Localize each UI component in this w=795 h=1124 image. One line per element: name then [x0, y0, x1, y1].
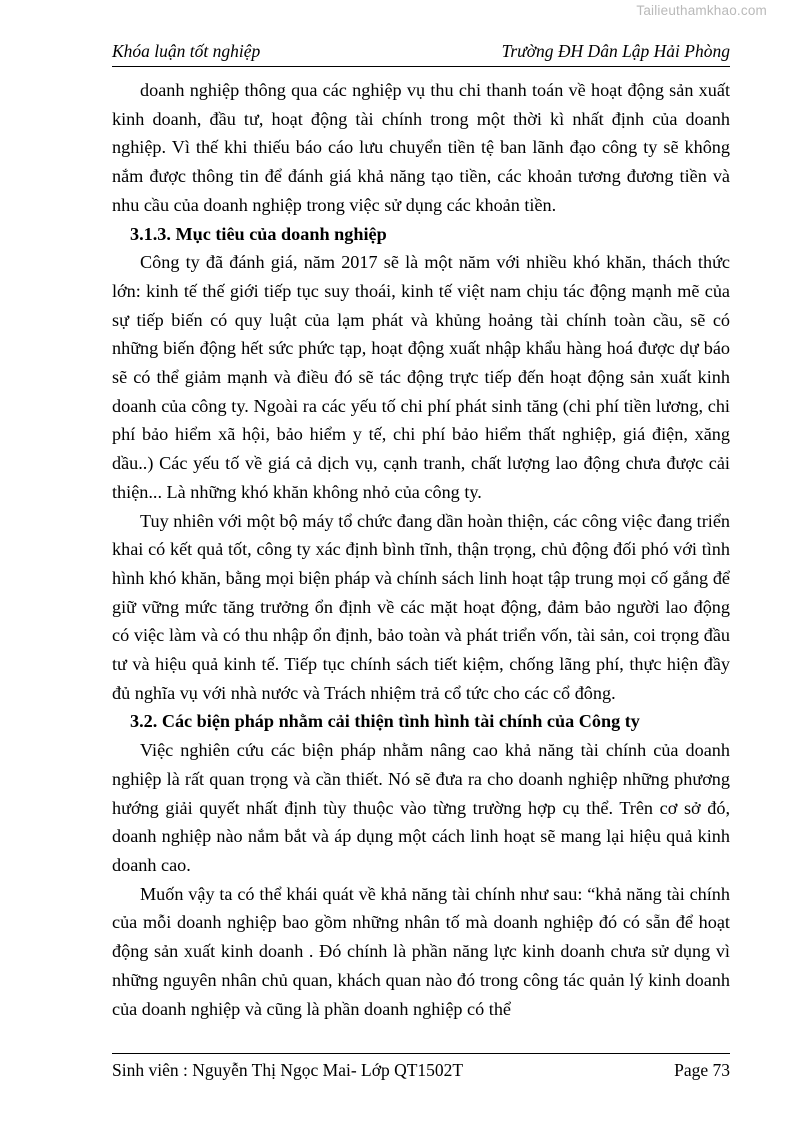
site-watermark: Tailieuthamkhao.com [636, 3, 767, 18]
page-header [112, 40, 730, 62]
footer-student-info: Sinh viên : Nguyễn Thị Ngọc Mai- Lớp QT1502T [112, 1060, 464, 1080]
footer-divider [112, 1053, 730, 1054]
document-body [112, 76, 730, 1023]
page-footer [112, 1058, 730, 1082]
header-left-title: Khóa luận tốt nghiệp [112, 41, 261, 61]
paragraph-2: Công ty đã đánh giá, năm 2017 sẽ là một năm với nhiều khó khăn, thách thức lớn: kinh tế thế giới tiếp tục suy thoái, kinh tế việt nam chịu tác động mạnh mẽ của sự tiếp biến có quy luật của lạm phát và khủng hoảng tài chính toàn cầu, sẽ có những biến động hết sức phức tạp, hoạt động xuất nhập khẩu hàng hoá được dự báo sẽ có thể giảm mạnh và điều đó sẽ tác động trực tiếp đến hoạt động sản xuất kinh doanh của công ty. Ngoài ra các yếu tố chi phí phát sinh tăng (chi phí tiền lương, chi phí bảo hiểm xã hội, bảo hiểm y tế, chi phí bảo hiểm thất nghiệp, giá điện, xăng dầu..) Các yếu tố về giá cả dịch vụ, cạnh tranh, chất lượng lao động chưa được cải thiện... Là những khó khăn không nhỏ của công ty. [112, 252, 730, 502]
heading-3-1-3: 3.1.3. Mục tiêu của doanh nghiệp [130, 223, 387, 244]
heading-3-2: 3.2. Các biện pháp nhằm cải thiện tình hình tài chính của Công ty [130, 711, 640, 732]
paragraph-3: Tuy nhiên với một bộ máy tổ chức đang dần hoàn thiện, các công việc đang triển khai có kết quả tốt, công ty xác định bình tĩnh, thận trọng, chủ động đối phó với tình hình khó khăn, bằng mọi biện pháp và chính sách linh hoạt tập trung mọi cố gắng để giữ vững mức tăng trưởng ổn định về các mặt hoạt động, đảm bảo người lao động có việc làm và có thu nhập ổn định, bảo toàn và phát triển vốn, tài sản, coi trọng đầu tư và hiệu quả kinh tế. Tiếp tục chính sách tiết kiệm, chống lãng phí, thực hiện đầy đủ nghĩa vụ với nhà nước và Trách nhiệm trả cổ tức cho các cổ đông. [112, 510, 730, 703]
footer-page-number: Page 73 [674, 1060, 730, 1080]
header-right-title: Trường ĐH Dân Lập Hải Phòng [501, 41, 730, 61]
paragraph-1: doanh nghiệp thông qua các nghiệp vụ thu chi thanh toán về hoạt động sản xuất kinh doanh, đầu tư, hoạt động tài chính trong một thời kì nhất định của doanh nghiệp. Vì thế khi thiếu báo cáo lưu chuyển tiền tệ ban lãnh đạo công ty sẽ không nắm được thông tin để đánh giá khả năng tạo tiền, các khoản tương đương tiền và nhu cầu của doanh nghiệp trong việc sử dụng các khoản tiền. [112, 80, 730, 215]
paragraph-4: Việc nghiên cứu các biện pháp nhằm nâng cao khả năng tài chính của doanh nghiệp là rất quan trọng và cần thiết. Nó sẽ đưa ra cho doanh nghiệp những phương hướng giải quyết nhất định tùy thuộc vào từng trường hợp cụ thể. Trên cơ sở đó, doanh nghiệp nào nắm bắt và áp dụng một cách linh hoạt sẽ mang lại hiệu quả kinh doanh cao. [112, 740, 730, 875]
paragraph-5: Muốn vậy ta có thể khái quát về khả năng tài chính như sau: “khả năng tài chính của mỗi doanh nghiệp bao gồm những nhân tố mà doanh nghiệp đó có sẵn để hoạt động sản xuất kinh doanh . Đó chính là phần năng lực kinh doanh chưa sử dụng vì những nguyên nhân chủ quan, khách quan nào đó trong công tác quản lý kinh doanh của doanh nghiệp và cũng là phần doanh nghiệp có thể [112, 883, 730, 1019]
header-divider [112, 66, 730, 67]
